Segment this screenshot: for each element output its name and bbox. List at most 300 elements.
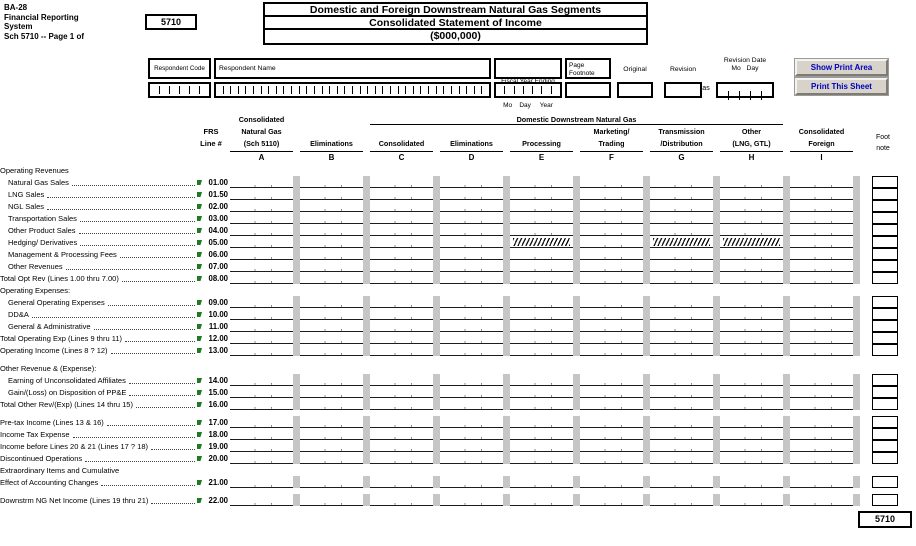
entry-cell-21.00-I[interactable] (790, 476, 853, 488)
revision-input[interactable] (664, 82, 702, 98)
revision-label: Revision (669, 66, 697, 73)
entry-cell-01.50-D[interactable] (440, 188, 503, 200)
entry-cell-19.00-B[interactable] (300, 440, 363, 452)
entry-cell-16.00-I[interactable] (790, 398, 853, 410)
entry-cell-02.00-I[interactable] (790, 200, 853, 212)
entry-cell-11.00-G[interactable] (650, 320, 713, 332)
footnote-box-01.00[interactable] (872, 176, 898, 188)
form-id-line: Financial Reporting (4, 12, 79, 22)
entry-cell-11.00-D[interactable] (440, 320, 503, 332)
entry-cell-07.00-G[interactable] (650, 260, 713, 272)
column-separator (503, 374, 510, 386)
original-input[interactable] (617, 82, 653, 98)
entry-cell-18.00-G[interactable] (650, 428, 713, 440)
entry-cell-07.00-C[interactable] (370, 260, 433, 272)
footnote-box-01.50[interactable] (872, 188, 898, 200)
footnote-box-19.00[interactable] (872, 440, 898, 452)
comma-mark: , (813, 265, 816, 272)
footnote-box-14.00[interactable] (872, 374, 898, 386)
entry-cell-04.00-C[interactable] (370, 224, 433, 236)
entry-cell-14.00-G[interactable] (650, 374, 713, 386)
entry-cell-10.00-F[interactable] (580, 308, 643, 320)
entry-cell-03.00-I[interactable] (790, 212, 853, 224)
entry-cell-13.00-A[interactable] (230, 344, 293, 356)
tick-cell (368, 86, 376, 94)
dotted-leader (80, 245, 195, 246)
footnote-box-18.00[interactable] (872, 428, 898, 440)
entry-cell-03.00-B[interactable] (300, 212, 363, 224)
entry-cell-10.00-B[interactable] (300, 308, 363, 320)
comma-mark: , (673, 193, 676, 200)
entry-cell-09.00-B[interactable] (300, 296, 363, 308)
entry-cell-18.00-B[interactable] (300, 428, 363, 440)
entry-cell-07.00-E[interactable] (510, 260, 573, 272)
entry-cell-10.00-D[interactable] (440, 308, 503, 320)
entry-cell-03.00-E[interactable] (510, 212, 573, 224)
column-separator (643, 320, 650, 332)
entry-cell-03.00-A[interactable] (230, 212, 293, 224)
column-separator (503, 428, 510, 440)
entry-cell-19.00-G[interactable] (650, 440, 713, 452)
comma-mark: , (533, 277, 536, 284)
entry-cell-06.00-I[interactable] (790, 248, 853, 260)
entry-cell-01.00-B[interactable] (300, 176, 363, 188)
entry-cell-07.00-A[interactable] (230, 260, 293, 272)
entry-cell-01.00-G[interactable] (650, 176, 713, 188)
comment-marker-icon (197, 216, 202, 221)
entry-cell-05.00-E[interactable] (510, 236, 573, 248)
entry-cell-08.00-D[interactable] (440, 272, 503, 284)
entry-cell-14.00-H[interactable] (720, 374, 783, 386)
entry-cell-17.00-F[interactable] (580, 416, 643, 428)
entry-cell-16.00-D[interactable] (440, 398, 503, 410)
entry-cell-14.00-C[interactable] (370, 374, 433, 386)
entry-cell-15.00-B[interactable] (300, 386, 363, 398)
entry-cell-02.00-A[interactable] (230, 200, 293, 212)
column-separator (853, 272, 860, 284)
tick-cell (216, 86, 224, 94)
comma-mark: , (760, 337, 763, 344)
entry-cell-05.00-C[interactable] (370, 236, 433, 248)
entry-cell-22.00-G[interactable] (650, 494, 713, 506)
entry-cell-11.00-H[interactable] (720, 320, 783, 332)
entry-cell-02.00-G[interactable] (650, 200, 713, 212)
entry-cell-15.00-D[interactable] (440, 386, 503, 398)
entry-cell-18.00-I[interactable] (790, 428, 853, 440)
entry-cell-18.00-D[interactable] (440, 428, 503, 440)
entry-cell-09.00-A[interactable] (230, 296, 293, 308)
entry-cell-19.00-F[interactable] (580, 440, 643, 452)
respondent-name-input[interactable] (214, 82, 491, 98)
entry-cell-22.00-F[interactable] (580, 494, 643, 506)
footnote-box-05.00[interactable] (872, 236, 898, 248)
entry-cell-10.00-G[interactable] (650, 308, 713, 320)
column-separator (433, 308, 440, 320)
entry-cell-09.00-D[interactable] (440, 296, 503, 308)
footnote-box-12.00[interactable] (872, 332, 898, 344)
entry-cell-13.00-H[interactable] (720, 344, 783, 356)
entry-cell-22.00-A[interactable] (230, 494, 293, 506)
entry-cell-15.00-H[interactable] (720, 386, 783, 398)
entry-cell-08.00-E[interactable] (510, 272, 573, 284)
entry-cell-10.00-H[interactable] (720, 308, 783, 320)
entry-cell-15.00-F[interactable] (580, 386, 643, 398)
entry-cell-20.00-I[interactable] (790, 452, 853, 464)
entry-cell-14.00-I[interactable] (790, 374, 853, 386)
line-number: 06.00 (208, 250, 228, 259)
entry-cell-12.00-A[interactable] (230, 332, 293, 344)
comma-mark: , (830, 481, 833, 488)
entry-cell-21.00-F[interactable] (580, 476, 643, 488)
column-separator (783, 176, 790, 188)
entry-cell-08.00-H[interactable] (720, 272, 783, 284)
entry-cell-06.00-B[interactable] (300, 248, 363, 260)
footnote-box-06.00[interactable] (872, 248, 898, 260)
entry-cell-11.00-B[interactable] (300, 320, 363, 332)
entry-cell-05.00-G[interactable] (650, 236, 713, 248)
entry-cell-17.00-I[interactable] (790, 416, 853, 428)
entry-cell-09.00-F[interactable] (580, 296, 643, 308)
entry-cell-02.00-D[interactable] (440, 200, 503, 212)
entry-cell-22.00-D[interactable] (440, 494, 503, 506)
entry-cell-16.00-F[interactable] (580, 398, 643, 410)
entry-cell-16.00-B[interactable] (300, 398, 363, 410)
column-separator (643, 248, 650, 260)
comma-mark: , (533, 499, 536, 506)
entry-cell-04.00-F[interactable] (580, 224, 643, 236)
entry-cell-04.00-B[interactable] (300, 224, 363, 236)
entry-cell-11.00-F[interactable] (580, 320, 643, 332)
entry-cell-05.00-A[interactable] (230, 236, 293, 248)
entry-cell-19.00-I[interactable] (790, 440, 853, 452)
entry-cell-02.00-C[interactable] (370, 200, 433, 212)
print-this-sheet-button[interactable]: Print This Sheet (795, 78, 888, 95)
column-separator (363, 320, 370, 332)
entry-cell-13.00-C[interactable] (370, 344, 433, 356)
comma-mark: , (323, 403, 326, 410)
comma-mark: , (480, 457, 483, 464)
entry-cell-22.00-C[interactable] (370, 494, 433, 506)
entry-cell-06.00-G[interactable] (650, 248, 713, 260)
dotted-leader (151, 449, 195, 450)
entry-cell-14.00-B[interactable] (300, 374, 363, 386)
tick-mark (740, 91, 751, 100)
entry-cell-05.00-F[interactable] (580, 236, 643, 248)
entry-cell-18.00-C[interactable] (370, 428, 433, 440)
revision-date-ticks (718, 91, 772, 100)
footnote-box-22.00[interactable] (872, 494, 898, 506)
entry-cell-05.00-D[interactable] (440, 236, 503, 248)
entry-cell-10.00-I[interactable] (790, 308, 853, 320)
column-header-line: /Distribution (660, 139, 703, 148)
column-separator (853, 428, 860, 440)
footnote-box-04.00[interactable] (872, 224, 898, 236)
entry-cell-01.50-I[interactable] (790, 188, 853, 200)
footnote-box-13.00[interactable] (872, 344, 898, 356)
entry-cell-09.00-C[interactable] (370, 296, 433, 308)
entry-cell-21.00-A[interactable] (230, 476, 293, 488)
entry-cell-18.00-E[interactable] (510, 428, 573, 440)
entry-cell-08.00-B[interactable] (300, 272, 363, 284)
page-footnote-input[interactable] (565, 82, 611, 98)
comma-mark: , (463, 499, 466, 506)
entry-cell-20.00-D[interactable] (440, 452, 503, 464)
entry-cell-20.00-A[interactable] (230, 452, 293, 464)
entry-cell-08.00-A[interactable] (230, 272, 293, 284)
entry-cell-17.00-C[interactable] (370, 416, 433, 428)
entry-cell-17.00-B[interactable] (300, 416, 363, 428)
footnote-box-20.00[interactable] (872, 452, 898, 464)
line-number: 13.00 (208, 346, 228, 355)
entry-cell-04.00-H[interactable] (720, 224, 783, 236)
entry-cell-02.00-B[interactable] (300, 200, 363, 212)
entry-cell-20.00-B[interactable] (300, 452, 363, 464)
entry-cell-22.00-E[interactable] (510, 494, 573, 506)
comma-mark: , (760, 433, 763, 440)
entry-cell-01.00-H[interactable] (720, 176, 783, 188)
entry-cell-08.00-C[interactable] (370, 272, 433, 284)
column-separator (503, 176, 510, 188)
entry-cell-19.00-D[interactable] (440, 440, 503, 452)
entry-cell-04.00-D[interactable] (440, 224, 503, 236)
comma-mark: , (410, 193, 413, 200)
entry-cell-17.00-D[interactable] (440, 416, 503, 428)
entry-cell-15.00-G[interactable] (650, 386, 713, 398)
entry-cell-13.00-I[interactable] (790, 344, 853, 356)
entry-cell-19.00-C[interactable] (370, 440, 433, 452)
entry-cell-15.00-E[interactable] (510, 386, 573, 398)
entry-cell-12.00-I[interactable] (790, 332, 853, 344)
entry-cell-05.00-B[interactable] (300, 236, 363, 248)
entry-cell-05.00-I[interactable] (790, 236, 853, 248)
tick-cell (190, 86, 200, 94)
entry-cell-13.00-F[interactable] (580, 344, 643, 356)
entry-cell-01.00-I[interactable] (790, 176, 853, 188)
entry-cell-17.00-H[interactable] (720, 416, 783, 428)
entry-cell-22.00-H[interactable] (720, 494, 783, 506)
entry-cell-12.00-G[interactable] (650, 332, 713, 344)
footnote-box-07.00[interactable] (872, 260, 898, 272)
entry-cell-09.00-G[interactable] (650, 296, 713, 308)
entry-cell-06.00-D[interactable] (440, 248, 503, 260)
entry-cell-05.00-H[interactable] (720, 236, 783, 248)
comma-mark: , (270, 205, 273, 212)
entry-cell-01.00-D[interactable] (440, 176, 503, 188)
footnote-box-16.00[interactable] (872, 398, 898, 410)
entry-cell-13.00-B[interactable] (300, 344, 363, 356)
entry-cell-16.00-G[interactable] (650, 398, 713, 410)
footnote-box-21.00[interactable] (872, 476, 898, 488)
entry-cell-01.00-E[interactable] (510, 176, 573, 188)
entry-cell-03.00-G[interactable] (650, 212, 713, 224)
comma-mark: , (620, 403, 623, 410)
entry-cell-01.00-C[interactable] (370, 176, 433, 188)
entry-cell-12.00-H[interactable] (720, 332, 783, 344)
entry-cell-15.00-I[interactable] (790, 386, 853, 398)
entry-cell-02.00-E[interactable] (510, 200, 573, 212)
entry-cell-02.00-F[interactable] (580, 200, 643, 212)
entry-cell-10.00-E[interactable] (510, 308, 573, 320)
entry-cell-12.00-C[interactable] (370, 332, 433, 344)
entry-cell-16.00-H[interactable] (720, 398, 783, 410)
entry-cell-18.00-H[interactable] (720, 428, 783, 440)
comma-mark: , (743, 205, 746, 212)
comma-mark: , (620, 325, 623, 332)
entry-cell-20.00-E[interactable] (510, 452, 573, 464)
comma-mark: , (463, 181, 466, 188)
entry-cell-06.00-C[interactable] (370, 248, 433, 260)
entry-cell-03.00-H[interactable] (720, 212, 783, 224)
comma-mark: , (603, 253, 606, 260)
entry-cell-22.00-B[interactable] (300, 494, 363, 506)
entry-cell-09.00-I[interactable] (790, 296, 853, 308)
comma-mark: , (393, 391, 396, 398)
entry-cell-21.00-G[interactable] (650, 476, 713, 488)
entry-cell-10.00-C[interactable] (370, 308, 433, 320)
entry-cell-20.00-F[interactable] (580, 452, 643, 464)
entry-cell-13.00-D[interactable] (440, 344, 503, 356)
entry-cell-13.00-G[interactable] (650, 344, 713, 356)
entry-cell-12.00-F[interactable] (580, 332, 643, 344)
footnote-box-15.00[interactable] (872, 386, 898, 398)
entry-cell-15.00-C[interactable] (370, 386, 433, 398)
entry-cell-04.00-A[interactable] (230, 224, 293, 236)
entry-cell-20.00-H[interactable] (720, 452, 783, 464)
entry-cell-20.00-C[interactable] (370, 452, 433, 464)
entry-cell-20.00-G[interactable] (650, 452, 713, 464)
entry-cell-02.00-H[interactable] (720, 200, 783, 212)
entry-cell-03.00-F[interactable] (580, 212, 643, 224)
entry-cell-15.00-A[interactable] (230, 386, 293, 398)
footnote-box-10.00[interactable] (872, 308, 898, 320)
entry-cell-08.00-F[interactable] (580, 272, 643, 284)
entry-cell-16.00-A[interactable] (230, 398, 293, 410)
entry-cell-14.00-E[interactable] (510, 374, 573, 386)
entry-cell-01.50-G[interactable] (650, 188, 713, 200)
comma-mark: , (463, 445, 466, 452)
entry-cell-07.00-B[interactable] (300, 260, 363, 272)
entry-cell-14.00-D[interactable] (440, 374, 503, 386)
column-separator (783, 320, 790, 332)
entry-cell-06.00-E[interactable] (510, 248, 573, 260)
entry-cell-07.00-H[interactable] (720, 260, 783, 272)
comma-mark: , (253, 403, 256, 410)
footnote-box-17.00[interactable] (872, 416, 898, 428)
entry-cell-17.00-G[interactable] (650, 416, 713, 428)
entry-cell-01.50-E[interactable] (510, 188, 573, 200)
comma-mark: , (830, 421, 833, 428)
column-separator (573, 236, 580, 248)
entry-cell-13.00-E[interactable] (510, 344, 573, 356)
footnote-box-02.00[interactable] (872, 200, 898, 212)
entry-cell-06.00-A[interactable] (230, 248, 293, 260)
entry-cell-01.50-C[interactable] (370, 188, 433, 200)
entry-cell-06.00-F[interactable] (580, 248, 643, 260)
entry-cell-04.00-I[interactable] (790, 224, 853, 236)
entry-cell-11.00-C[interactable] (370, 320, 433, 332)
footnote-box-08.00[interactable] (872, 272, 898, 284)
entry-cell-12.00-D[interactable] (440, 332, 503, 344)
comma-mark: , (410, 421, 413, 428)
entry-cell-21.00-H[interactable] (720, 476, 783, 488)
entry-cell-19.00-E[interactable] (510, 440, 573, 452)
comma-mark: , (533, 391, 536, 398)
row-label: DD&A (8, 310, 29, 319)
entry-cell-22.00-I[interactable] (790, 494, 853, 506)
entry-cell-08.00-G[interactable] (650, 272, 713, 284)
entry-cell-21.00-D[interactable] (440, 476, 503, 488)
entry-cell-12.00-B[interactable] (300, 332, 363, 344)
comma-mark: , (620, 499, 623, 506)
entry-cell-03.00-C[interactable] (370, 212, 433, 224)
entry-cell-11.00-E[interactable] (510, 320, 573, 332)
entry-cell-18.00-A[interactable] (230, 428, 293, 440)
entry-cell-10.00-A[interactable] (230, 308, 293, 320)
show-print-area-button[interactable]: Show Print Area (795, 59, 888, 76)
entry-cell-01.00-F[interactable] (580, 176, 643, 188)
entry-cell-01.50-B[interactable] (300, 188, 363, 200)
entry-cell-19.00-A[interactable] (230, 440, 293, 452)
entry-cell-21.00-C[interactable] (370, 476, 433, 488)
entry-cell-03.00-D[interactable] (440, 212, 503, 224)
entry-cell-17.00-A[interactable] (230, 416, 293, 428)
entry-cell-11.00-A[interactable] (230, 320, 293, 332)
respondent-code-input[interactable] (148, 82, 211, 98)
entry-cell-14.00-A[interactable] (230, 374, 293, 386)
entry-cell-21.00-B[interactable] (300, 476, 363, 488)
entry-cell-12.00-E[interactable] (510, 332, 573, 344)
entry-cell-11.00-I[interactable] (790, 320, 853, 332)
comma-mark: , (603, 325, 606, 332)
entry-cell-06.00-H[interactable] (720, 248, 783, 260)
entry-cell-09.00-H[interactable] (720, 296, 783, 308)
tick-cell (269, 86, 277, 94)
comma-mark: , (253, 457, 256, 464)
column-separator (363, 452, 370, 464)
entry-cell-14.00-F[interactable] (580, 374, 643, 386)
fiscal-year-input[interactable] (494, 82, 562, 98)
comma-mark: , (270, 349, 273, 356)
entry-cell-18.00-F[interactable] (580, 428, 643, 440)
entry-cell-21.00-E[interactable] (510, 476, 573, 488)
entry-cell-16.00-C[interactable] (370, 398, 433, 410)
entry-cell-08.00-I[interactable] (790, 272, 853, 284)
entry-cell-16.00-E[interactable] (510, 398, 573, 410)
entry-cell-07.00-I[interactable] (790, 260, 853, 272)
entry-cell-09.00-E[interactable] (510, 296, 573, 308)
tick-cell (460, 86, 468, 94)
entry-cell-01.50-F[interactable] (580, 188, 643, 200)
entry-cell-19.00-H[interactable] (720, 440, 783, 452)
column-header-G (650, 114, 713, 163)
entry-cell-07.00-D[interactable] (440, 260, 503, 272)
footnote-box-03.00[interactable] (872, 212, 898, 224)
comma-mark: , (480, 181, 483, 188)
comma-mark: , (760, 301, 763, 308)
entry-cell-17.00-E[interactable] (510, 416, 573, 428)
entry-cell-01.50-H[interactable] (720, 188, 783, 200)
entry-cell-04.00-G[interactable] (650, 224, 713, 236)
entry-cell-07.00-F[interactable] (580, 260, 643, 272)
footnote-box-09.00[interactable] (872, 296, 898, 308)
entry-cell-04.00-E[interactable] (510, 224, 573, 236)
comma-mark: , (760, 379, 763, 386)
entry-cell-01.00-A[interactable] (230, 176, 293, 188)
dotted-leader (129, 395, 195, 396)
table-row (0, 248, 916, 260)
entry-cell-01.50-A[interactable] (230, 188, 293, 200)
footnote-box-11.00[interactable] (872, 320, 898, 332)
